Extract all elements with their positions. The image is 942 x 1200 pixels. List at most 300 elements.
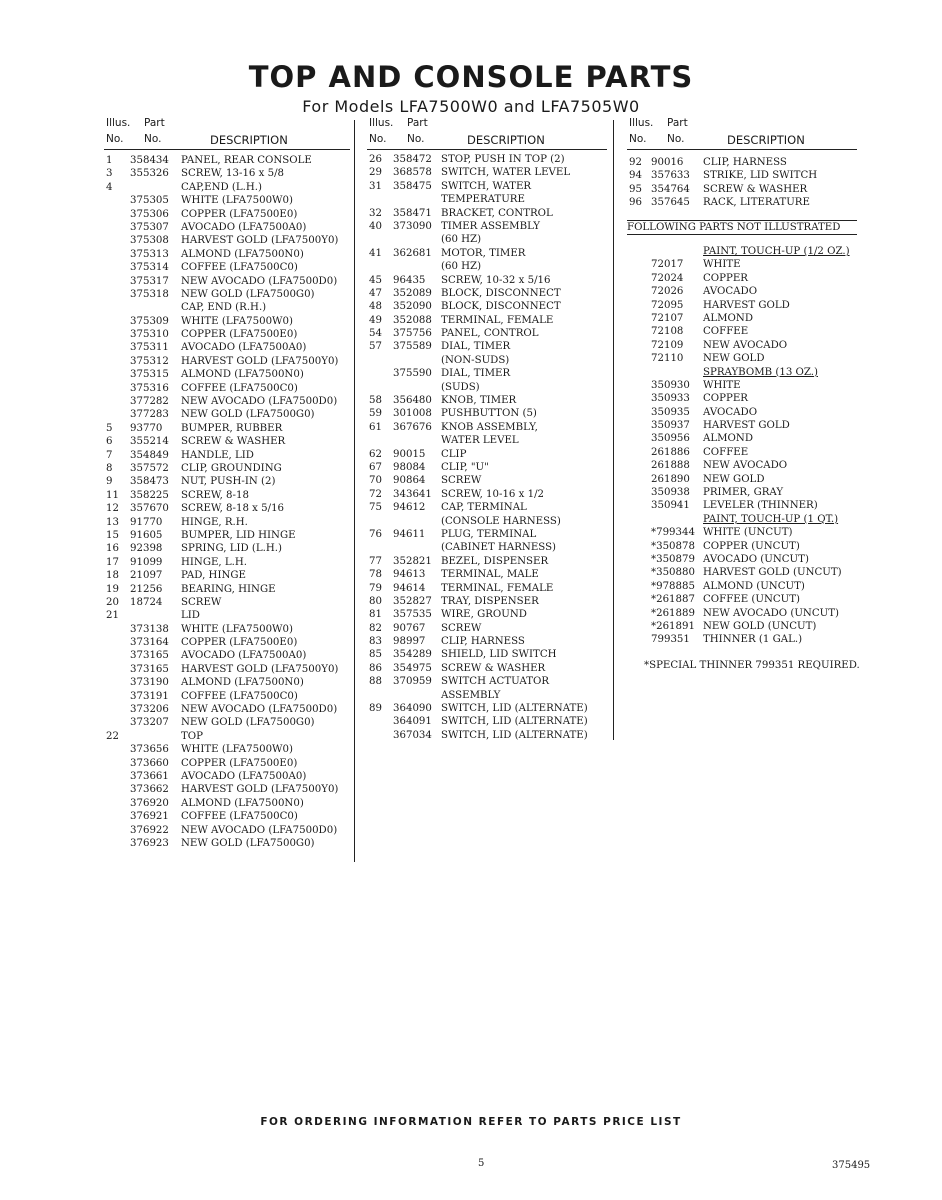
part-number: 373138 (130, 623, 169, 635)
illus-number: 29 (369, 167, 382, 179)
part-number: 375311 (130, 342, 169, 354)
parts-row (104, 502, 350, 515)
illus-number: 61 (369, 421, 382, 433)
illus-number: 82 (369, 622, 382, 634)
parts-row (367, 314, 607, 327)
parts-row (367, 474, 607, 487)
part-number: 90767 (393, 622, 426, 634)
part-description: STOP, PUSH IN TOP (2) (441, 154, 565, 165)
part-description: WHITE (703, 379, 741, 391)
part-description: AVOCADO (LFA7500A0) (181, 770, 307, 782)
part-description: CLIP (441, 448, 467, 460)
parts-column-2 (367, 117, 607, 742)
part-description: COFFEE (LFA7500C0) (181, 382, 298, 394)
parts-row (367, 555, 607, 568)
part-number: 91770 (130, 516, 163, 528)
part-number: 350935 (651, 406, 690, 418)
part-description: COPPER (LFA7500E0) (181, 208, 298, 220)
part-description: SCREW, 10-16 x 1/2 (441, 488, 545, 500)
part-description: SWITCH, WATER LEVEL (441, 167, 571, 179)
illus-number: 96 (629, 197, 642, 209)
part-number: 90016 (651, 157, 684, 168)
part-description: NEW GOLD (LFA7500G0) (181, 288, 315, 300)
part-description: NEW GOLD (703, 473, 765, 485)
part-number: 375756 (393, 328, 432, 340)
part-description: SWITCH, LID (ALTERNATE) (441, 716, 588, 728)
parts-row (104, 288, 350, 301)
parts-row (104, 382, 350, 395)
part-description: WHITE (LFA7500W0) (181, 195, 293, 207)
parts-row (104, 757, 350, 770)
parts-row (627, 352, 857, 365)
part-description: PANEL, REAR CONSOLE (181, 155, 312, 166)
part-number: 356480 (393, 395, 432, 407)
part-description: WHITE (LFA7500W0) (181, 623, 293, 635)
part-number: 375589 (393, 341, 432, 353)
parts-row (367, 274, 607, 287)
part-description: AVOCADO (703, 286, 758, 298)
part-number: 358225 (130, 489, 169, 501)
part-description: KNOB ASSEMBLY, (441, 421, 538, 433)
part-no-header: No. (144, 133, 162, 145)
part-number: 357645 (651, 197, 690, 209)
part-description: CAP, END (R.H.) (181, 302, 267, 314)
parts-row (367, 354, 607, 367)
part-description: KNOB, TIMER (441, 395, 517, 407)
illus-number: 13 (106, 516, 119, 528)
parts-row (367, 367, 607, 380)
part-description: ALMOND (LFA7500N0) (181, 369, 304, 381)
illus-number: 11 (106, 489, 119, 501)
parts-row (104, 810, 350, 823)
parts-row (104, 824, 350, 837)
part-description: SCREW & WASHER (441, 662, 546, 674)
illus-number: 94 (629, 170, 642, 182)
parts-row (367, 193, 607, 206)
part-number: 358434 (130, 155, 169, 166)
part-description: COFFEE (703, 446, 749, 458)
illus-header: Illus. (629, 117, 654, 129)
part-description: WHITE (UNCUT) (703, 527, 793, 539)
part-number: 357535 (393, 609, 432, 621)
parts-row (367, 582, 607, 595)
illus-no-header: No. (629, 133, 647, 145)
part-description: SWITCH, LID (ALTERNATE) (441, 729, 588, 741)
parts-row (104, 583, 350, 596)
illus-number: 83 (369, 636, 382, 648)
part-number: 362681 (393, 247, 432, 259)
part-description: CLIP, HARNESS (441, 636, 525, 648)
parts-row (627, 580, 857, 593)
part-description: ALMOND (LFA7500N0) (181, 677, 304, 689)
illus-number: 8 (106, 462, 113, 474)
part-description: SCREW (441, 622, 482, 634)
parts-row (104, 770, 350, 783)
parts-row (367, 675, 607, 688)
part-description: PRIMER, GRAY (703, 487, 784, 499)
part-description: HANDLE, LID (181, 449, 254, 461)
parts-row (627, 593, 857, 606)
parts-row (367, 608, 607, 621)
part-description: SHIELD, LID SWITCH (441, 649, 557, 661)
part-number: 373165 (130, 650, 169, 662)
parts-row (367, 729, 607, 742)
not-illustrated-heading: FOLLOWING PARTS NOT ILLUSTRATED (627, 220, 857, 235)
parts-row (367, 247, 607, 260)
part-description: PANEL, CONTROL (441, 328, 539, 340)
illus-number: 95 (629, 183, 642, 195)
part-number: 373207 (130, 717, 169, 729)
part-description: HINGE, R.H. (181, 516, 248, 528)
illus-number: 22 (106, 730, 119, 742)
part-description: BLOCK, DISCONNECT (441, 287, 561, 299)
parts-row (367, 515, 607, 528)
part-number: 375590 (393, 368, 432, 380)
parts-row (367, 528, 607, 541)
parts-row (627, 299, 857, 312)
part-description: ALMOND (UNCUT) (703, 580, 805, 592)
part-description: TRAY, DISPENSER (441, 595, 539, 607)
part-description: ALMOND (703, 433, 753, 445)
part-number: 350930 (651, 379, 690, 391)
page-title: TOP AND CONSOLE PARTS (248, 60, 694, 94)
page-subtitle: For Models LFA7500W0 and LFA7505W0 (302, 97, 640, 116)
part-number: 376923 (130, 837, 169, 849)
part-number: 354849 (130, 449, 169, 461)
part-description: RACK, LITERATURE (703, 197, 810, 209)
part-number: *978885 (651, 580, 695, 592)
part-number: 94611 (393, 528, 426, 540)
part-number: 373206 (130, 704, 169, 716)
illus-number: 81 (369, 609, 382, 621)
parts-row (367, 648, 607, 661)
parts-row (104, 556, 350, 569)
part-description: ALMOND (LFA7500N0) (181, 797, 304, 809)
parts-row (627, 607, 857, 620)
illus-number: 85 (369, 649, 382, 661)
part-number: 375314 (130, 262, 169, 274)
parts-row (367, 394, 607, 407)
part-number: 364090 (393, 703, 432, 715)
part-number: 373164 (130, 637, 169, 649)
parts-row (104, 462, 350, 475)
part-number: *261891 (651, 620, 695, 632)
part-description: NUT, PUSH-IN (2) (181, 476, 276, 488)
parts-row (104, 315, 350, 328)
parts-row (627, 446, 857, 459)
part-number: 98084 (393, 461, 426, 473)
part-number: 375318 (130, 288, 169, 300)
part-description: NEW AVOCADO (LFA7500D0) (181, 396, 338, 408)
parts-row (367, 568, 607, 581)
part-description: NEW AVOCADO (703, 460, 788, 472)
parts-row (627, 540, 857, 553)
part-description: CLIP, "U" (441, 461, 489, 473)
part-number: 352089 (393, 287, 432, 299)
part-description: BUMPER, RUBBER (181, 422, 283, 434)
parts-row (627, 285, 857, 298)
part-number: 352827 (393, 595, 432, 607)
part-description: SCREW, 8-18 x 5/16 (181, 503, 285, 515)
part-number: 373165 (130, 663, 169, 675)
part-description: BEARING, HINGE (181, 583, 276, 595)
part-description: WHITE (703, 259, 741, 271)
parts-row (367, 689, 607, 702)
column-divider-1 (354, 120, 355, 862)
illus-number: 76 (369, 528, 382, 540)
part-description: TEMPERATURE (441, 194, 525, 206)
part-number: 375307 (130, 221, 169, 233)
parts-row (367, 434, 607, 447)
part-description: (60 HZ) (441, 234, 482, 246)
part-description: SCREW & WASHER (703, 183, 808, 195)
part-number: *261887 (651, 594, 695, 606)
part-number: 261888 (651, 460, 690, 472)
illus-number: 26 (369, 154, 382, 165)
parts-row (627, 419, 857, 432)
illus-number: 9 (106, 476, 113, 488)
parts-row (104, 167, 350, 180)
part-description: PAINT, TOUCH-UP (1/2 OZ.) (703, 246, 850, 257)
parts-row (627, 156, 857, 169)
part-description: NEW AVOCADO (UNCUT) (703, 607, 839, 619)
part-description: PAINT, TOUCH-UP (1 QT.) (703, 513, 839, 525)
parts-row (104, 703, 350, 716)
part-number: 367676 (393, 421, 432, 433)
parts-row (367, 207, 607, 220)
part-number: 370959 (393, 676, 432, 688)
part-number: 373191 (130, 690, 169, 702)
parts-row (104, 837, 350, 850)
parts-row (627, 169, 857, 182)
part-number: 21256 (130, 583, 163, 595)
part-description: COFFEE (UNCUT) (703, 594, 801, 606)
parts-row (104, 368, 350, 381)
illus-number: 58 (369, 395, 382, 407)
description-header: DESCRIPTION (727, 133, 805, 147)
illus-number: 20 (106, 596, 119, 608)
not-illustrated-parts-list (627, 245, 857, 647)
part-description: COPPER (703, 393, 748, 405)
part-description: CLIP, GROUNDING (181, 462, 282, 474)
part-number: 358475 (393, 180, 432, 192)
part-description: ASSEMBLY (441, 689, 501, 701)
parts-row (367, 233, 607, 246)
part-description: CAP, TERMINAL (441, 502, 527, 514)
part-number: 350933 (651, 393, 690, 405)
illus-number: 19 (106, 583, 119, 595)
parts-row (104, 636, 350, 649)
part-number: 91099 (130, 556, 163, 568)
part-description: LID (181, 610, 200, 622)
part-no-header: No. (667, 133, 685, 145)
part-description: COPPER (703, 272, 748, 284)
parts-row (627, 272, 857, 285)
illus-number: 49 (369, 314, 382, 326)
part-description: BLOCK, DISCONNECT (441, 301, 561, 313)
part-number: 354289 (393, 649, 432, 661)
part-description: (CONSOLE HARNESS) (441, 515, 561, 527)
parts-row (104, 797, 350, 810)
parts-row (104, 489, 350, 502)
part-description: NEW GOLD (703, 353, 765, 365)
parts-row (627, 325, 857, 338)
parts-row (104, 181, 350, 194)
parts-row (104, 449, 350, 462)
parts-row (627, 245, 857, 258)
part-number: *350879 (651, 553, 695, 565)
part-header: Part (667, 117, 688, 129)
part-number: 358472 (393, 154, 432, 165)
part-number: 92398 (130, 543, 163, 555)
parts-row (627, 513, 857, 526)
parts-row (104, 676, 350, 689)
part-description: NEW GOLD (LFA7500G0) (181, 717, 315, 729)
part-number: 261886 (651, 446, 690, 458)
part-description: SCREW, 13-16 x 5/8 (181, 168, 285, 180)
parts-row (367, 180, 607, 193)
parts-row (627, 473, 857, 486)
part-number: 72095 (651, 299, 684, 311)
part-description: LEVELER (THINNER) (703, 500, 818, 512)
parts-row (627, 526, 857, 539)
part-number: 352821 (393, 555, 432, 567)
part-description: HARVEST GOLD (UNCUT) (703, 567, 842, 579)
parts-row (627, 366, 857, 379)
illus-number: 72 (369, 488, 382, 500)
part-description: CLIP, HARNESS (703, 157, 787, 168)
part-description: SCREW (441, 475, 482, 487)
part-number: *799344 (651, 527, 695, 539)
part-number: *350880 (651, 567, 695, 579)
parts-row (367, 327, 607, 340)
parts-row (104, 248, 350, 261)
part-description: TERMINAL, FEMALE (441, 314, 554, 326)
part-description: NEW AVOCADO (703, 339, 788, 351)
illus-number: 41 (369, 247, 382, 259)
part-description: AVOCADO (UNCUT) (703, 553, 809, 565)
part-number: 18724 (130, 596, 163, 608)
illus-number: 18 (106, 570, 119, 582)
part-description: HARVEST GOLD (LFA7500Y0) (181, 235, 339, 247)
parts-row (367, 541, 607, 554)
part-description: (60 HZ) (441, 261, 482, 273)
part-number: 90015 (393, 448, 426, 460)
part-number: 94614 (393, 582, 426, 594)
parts-row (104, 422, 350, 435)
part-description: SPRING, LID (L.H.) (181, 543, 282, 555)
part-number: 364091 (393, 716, 432, 728)
parts-row (627, 566, 857, 579)
part-description: BRACKET, CONTROL (441, 207, 553, 219)
part-number: 373090 (393, 220, 432, 232)
parts-row (367, 488, 607, 501)
parts-row (367, 448, 607, 461)
part-number: 72110 (651, 353, 684, 365)
part-description: HARVEST GOLD (LFA7500Y0) (181, 355, 339, 367)
parts-row (104, 355, 350, 368)
description-header: DESCRIPTION (467, 133, 545, 147)
part-number: 368578 (393, 167, 432, 179)
parts-row (104, 194, 350, 207)
part-description: THINNER (1 GAL.) (703, 634, 803, 646)
parts-row (627, 620, 857, 633)
illus-number: 80 (369, 595, 382, 607)
part-description: NEW GOLD (LFA7500G0) (181, 409, 315, 421)
illus-number: 92 (629, 157, 642, 168)
document-number: 375495 (832, 1160, 871, 1171)
part-description: COPPER (LFA7500E0) (181, 757, 298, 769)
parts-row (104, 475, 350, 488)
part-number: 799351 (651, 634, 690, 646)
parts-row (104, 435, 350, 448)
parts-row (627, 258, 857, 271)
part-description: TERMINAL, MALE (441, 569, 539, 581)
parts-row (367, 662, 607, 675)
parts-row (104, 208, 350, 221)
parts-column-3 (627, 117, 857, 210)
part-number: 72024 (651, 272, 684, 284)
illus-number: 40 (369, 220, 382, 232)
part-description: MOTOR, TIMER (441, 247, 526, 259)
part-number: 72107 (651, 312, 684, 324)
illus-number: 79 (369, 582, 382, 594)
parts-row (104, 690, 350, 703)
illus-number: 12 (106, 503, 119, 515)
parts-row (627, 553, 857, 566)
illus-number: 86 (369, 662, 382, 674)
column-header (627, 117, 857, 150)
part-description: WHITE (LFA7500W0) (181, 744, 293, 756)
part-number: 94612 (393, 502, 426, 514)
part-no-header: No. (407, 133, 425, 145)
illus-no-header: No. (106, 133, 124, 145)
part-description: SCREW, 10-32 x 5/16 (441, 274, 551, 286)
part-number: 375310 (130, 329, 169, 341)
part-description: STRIKE, LID SWITCH (703, 170, 818, 182)
parts-row (627, 633, 857, 646)
illus-number: 3 (106, 168, 113, 180)
part-number: 373660 (130, 757, 169, 769)
parts-row (367, 287, 607, 300)
parts-row (627, 406, 857, 419)
illus-header: Illus. (369, 117, 394, 129)
part-description: TIMER ASSEMBLY (441, 220, 540, 232)
part-description: COFFEE (LFA7500C0) (181, 262, 298, 274)
parts-row (104, 234, 350, 247)
illus-no-header: No. (369, 133, 387, 145)
part-description: HARVEST GOLD (703, 420, 790, 432)
parts-row (367, 702, 607, 715)
part-number: 72109 (651, 339, 684, 351)
part-description: BEZEL, DISPENSER (441, 555, 549, 567)
illus-number: 54 (369, 328, 382, 340)
part-description: NEW GOLD (UNCUT) (703, 620, 817, 632)
part-description: AVOCADO (LFA7500A0) (181, 221, 307, 233)
part-description: SWITCH, LID (ALTERNATE) (441, 703, 588, 715)
illus-number: 15 (106, 529, 119, 541)
part-number: 98997 (393, 636, 426, 648)
parts-row (627, 499, 857, 512)
part-description: NEW AVOCADO (LFA7500D0) (181, 704, 338, 716)
part-number: 358473 (130, 476, 169, 488)
part-number: 261890 (651, 473, 690, 485)
part-description: SCREW, 8-18 (181, 489, 249, 501)
parts-row (367, 166, 607, 179)
parts-row (627, 339, 857, 352)
part-number: 373661 (130, 770, 169, 782)
part-number: 358471 (393, 207, 432, 219)
